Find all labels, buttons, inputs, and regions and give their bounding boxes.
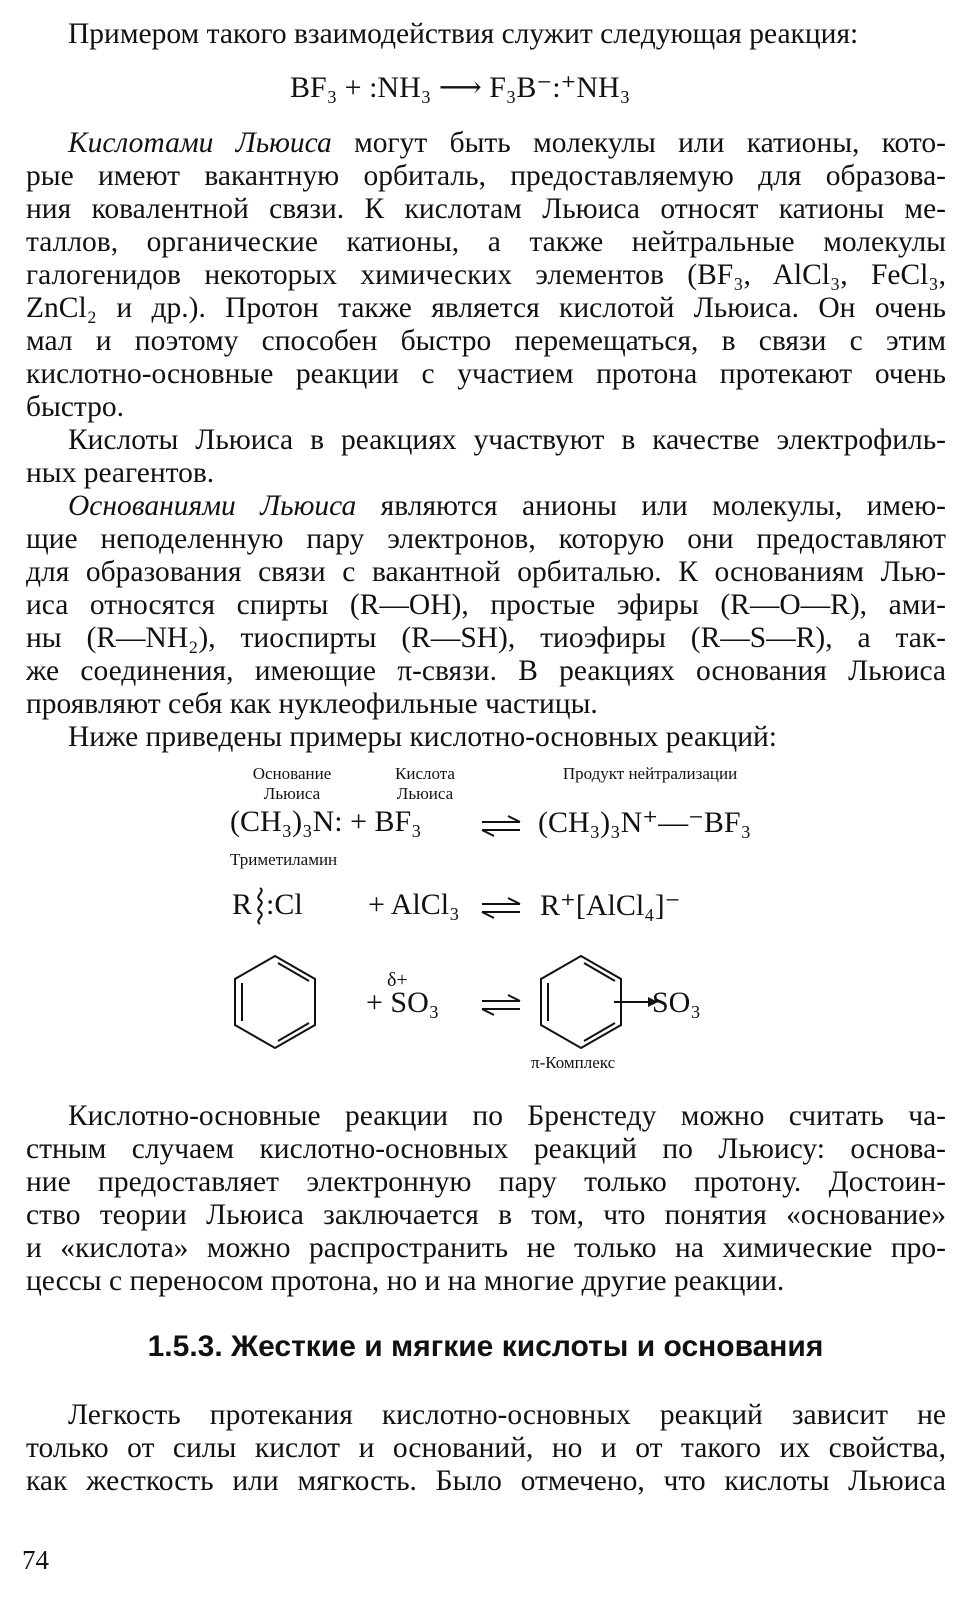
acids-line-7: мал и поэтому способен быстро перемещаться, в связи с этим xyxy=(26,325,946,357)
label-trimethylamine: Триметиламин xyxy=(230,850,338,869)
bases-line-6: же соединения, имеющие π-связи. В реакциях основания Льюиса xyxy=(26,655,946,687)
acids-line-2: рые имеют вакантную орбиталь, предоставляемую для образова- xyxy=(26,160,946,192)
reaction-2-alcl3: + AlCl₃ xyxy=(368,888,460,921)
acids-line-9: быстро. xyxy=(26,391,125,423)
label-base-line-2: Льюиса xyxy=(263,784,321,803)
intro-line: Примером такого взаимодействия служит следующая реакция: xyxy=(68,18,859,50)
label-acid-line-1: Кислота xyxy=(395,764,455,783)
bronsted-line-6: цессы с переносом протона, но и на многие другие реакции. xyxy=(26,1265,785,1297)
electrophile-line-1: Кислоты Льюиса в реакциях участвуют в качестве электрофиль- xyxy=(68,424,946,456)
bases-line-5: ны (R—NH₂), тиоспирты (R—SH), тиоэфиры (R—S—R), а так- xyxy=(26,622,946,654)
acids-line-6: ZnCl₂ и др.). Протон также является кислотой Льюиса. Он очень xyxy=(26,292,946,324)
reaction-2-product: R⁺[AlCl₄]⁻ xyxy=(540,889,681,922)
acids-line-3: ния ковалентной связи. К кислотам Льюиса относят катионы ме- xyxy=(26,193,946,225)
pi-complex-so3: SO₃ xyxy=(652,986,701,1019)
bronsted-line-3: ние предоставляет электронную пару только протону. Достоин- xyxy=(26,1166,946,1198)
label-base-line-1: Основание xyxy=(252,764,332,783)
equilibrium-arrow-3 xyxy=(478,993,524,1017)
hardness-line-3: как жесткость или мягкость. Было отмечено, что кислоты Льюиса xyxy=(26,1465,946,1497)
hardness-line-2: только от силы кислот и оснований, но и от такого их свойства, xyxy=(26,1432,946,1464)
label-lewis-acid xyxy=(370,764,480,804)
bronsted-line-2: стным случаем кислотно-основных реакций по Льюису: основа- xyxy=(26,1133,946,1165)
bronsted-line-5: и «кислота» можно распространить не только на химические про- xyxy=(26,1232,946,1264)
acids-line-8: кислотно-основные реакции с участием протона протекают очень xyxy=(26,358,946,390)
reaction-2-r: R xyxy=(232,888,253,921)
equation-bf3-nh3: BF₃ + :NH₃ ⟶ F₃B⁻:⁺NH₃ xyxy=(290,71,631,104)
bases-line-1 xyxy=(68,490,946,523)
benzene-ring-icon xyxy=(226,950,336,1050)
label-pi-complex: π-Комплекс xyxy=(531,1053,616,1072)
acids-line-1 xyxy=(68,127,946,160)
hardness-line-1: Легкость протекания кислотно-основных реакций зависит не xyxy=(68,1399,946,1431)
reaction-1-reactants: (CH₃)₃N: + BF₃ xyxy=(230,805,422,838)
bases-line-7: проявляют себя как нуклеофильные частицы. xyxy=(26,688,598,720)
term-lewis-bases: Основаниями Льюиса xyxy=(68,490,357,522)
wavy-bond-icon xyxy=(253,886,267,928)
acids-line-1-rest: могут быть молекулы или катионы, кото- xyxy=(331,127,946,159)
section-heading: 1.5.3. Жесткие и мягкие кислоты и основания xyxy=(147,1330,824,1363)
bronsted-line-4: ство теории Льюиса заключается в том, что понятия «основание» xyxy=(26,1199,946,1231)
acids-line-4: таллов, органические катионы, а также нейтральные молекулы xyxy=(26,226,946,258)
bronsted-line-1: Кислотно-основные реакции по Бренстеду можно считать ча- xyxy=(68,1100,946,1132)
equilibrium-arrow-1 xyxy=(478,814,524,838)
reaction-3-so3: + SO₃ xyxy=(366,986,440,1019)
delta-plus-label: δ+ xyxy=(387,969,408,991)
examples-line: Ниже приведены примеры кислотно-основных реакций: xyxy=(68,721,777,753)
label-lewis-base xyxy=(232,764,352,804)
bases-line-1-rest: являются анионы или молекулы, имею- xyxy=(356,490,946,522)
reaction-2-cl: :Cl xyxy=(266,888,303,921)
acids-line-5: галогенидов некоторых химических элементов (BF₃, AlCl₃, FeCl₃, xyxy=(26,259,946,291)
bases-line-4: иса относятся спирты (R—OH), простые эфиры (R—O—R), ами- xyxy=(26,589,946,621)
term-lewis-acids: Кислотами Льюиса xyxy=(68,127,332,159)
label-neutralization-product: Продукт нейтрализации xyxy=(562,764,738,783)
reaction-1-product: (CH₃)₃N⁺—⁻BF₃ xyxy=(538,806,752,839)
bases-line-2: щие неподеленную пару электронов, которую они предоставляют xyxy=(26,523,946,555)
bases-line-3: для образования связи с вакантной орбиталью. К основаниям Лью- xyxy=(26,556,946,588)
page-number: 74 xyxy=(22,1545,49,1575)
label-acid-line-2: Льюиса xyxy=(396,784,454,803)
electrophile-line-2: ных реагентов. xyxy=(26,457,215,489)
equilibrium-arrow-2 xyxy=(478,896,524,920)
pi-complex-benzene-icon xyxy=(534,950,664,1050)
